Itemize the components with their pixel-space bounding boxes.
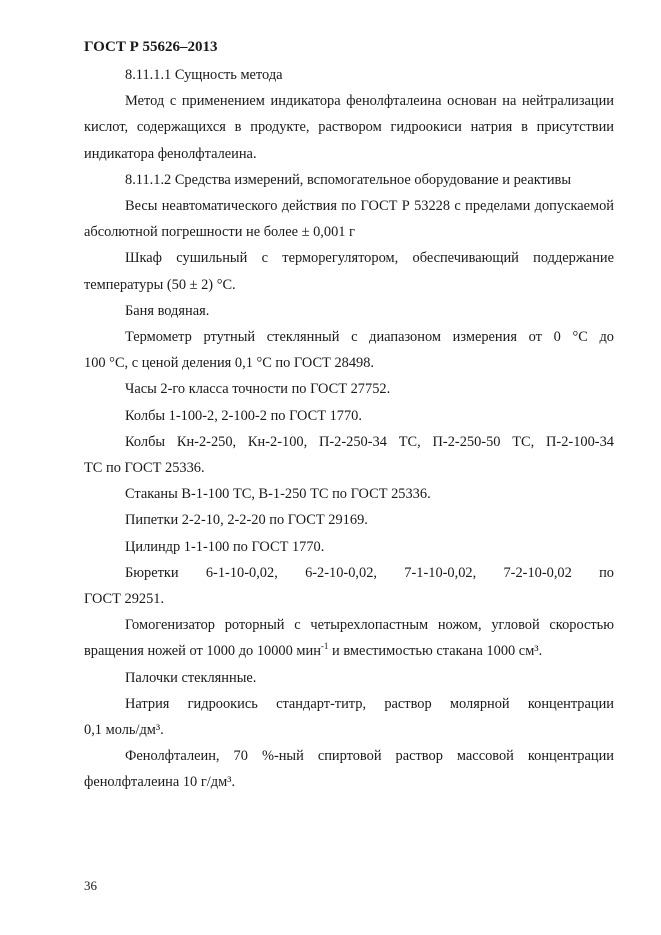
- paragraph-line: Колбы Кн-2-250, Кн-2-100, П-2-250-34 ТС, П-2-250-50 ТС, П-2-100-34: [125, 433, 614, 450]
- paragraph-beakers: Стаканы В-1-100 ТС, В-1-250 ТС по ГОСТ 25336.: [125, 486, 431, 503]
- paragraph-drying-cabinet: [84, 245, 614, 297]
- paragraph-flasks-2: [84, 429, 614, 481]
- paragraph-sodium-hydroxide: [84, 691, 614, 743]
- paragraph-line: ГОСТ 29251.: [84, 591, 165, 608]
- document-body: [84, 62, 614, 796]
- paragraph-clock: Часы 2-го класса точности по ГОСТ 27752.: [125, 381, 391, 398]
- page-number: 36: [84, 878, 97, 893]
- paragraph-line: 100 °С, с ценой деления 0,1 °С по ГОСТ 28498.: [84, 355, 375, 372]
- section-heading-essence: 8.11.1.1 Сущность метода: [125, 67, 283, 83]
- paragraph-scales: Весы неавтоматического действия по ГОСТ Р 53228 с пределами допускаемой абсолютной погрешности не более ± 0,001 г: [84, 198, 614, 241]
- paragraph-line: температуры (50 ± 2) °С.: [84, 276, 236, 293]
- paragraph-line: и вместимостью стакана 1000 см³.: [328, 643, 543, 660]
- paragraph-line: Бюретки 6-1-10-0,02, 6-2-10-0,02, 7-1-10-0,02, 7-2-10-0,02 по: [125, 564, 614, 581]
- paragraph-flasks-1: Колбы 1-100-2, 2-100-2 по ГОСТ 1770.: [125, 407, 362, 424]
- paragraph-pipettes: Пипетки 2-2-10, 2-2-20 по ГОСТ 29169.: [125, 512, 368, 529]
- paragraph-method-description: Метод с применением индикатора фенолфталеина основан на нейтрализации кислот, содержащихся в продукте, раствором гидроокиси натрия в присутствии индикатора фенолфталеина.: [84, 93, 614, 162]
- document-code-header: ГОСТ Р 55626–2013: [84, 39, 218, 55]
- paragraph-water-bath: Баня водяная.: [125, 302, 210, 319]
- paragraph-line: вращения ножей от 1000 до 10000 мин: [84, 643, 321, 660]
- paragraph-burettes: [84, 560, 614, 612]
- paragraph-homogenizer: [84, 612, 614, 664]
- paragraph-line: Натрия гидроокись стандарт-титр, раствор молярной концентрации: [125, 695, 614, 712]
- paragraph-glass-rods: Палочки стеклянные.: [125, 669, 257, 686]
- paragraph-thermometer: [84, 324, 614, 376]
- section-heading-equipment: 8.11.1.2 Средства измерений, вспомогательное оборудование и реактивы: [125, 171, 571, 188]
- paragraph-phenolphthalein: [84, 743, 614, 795]
- paragraph-line: ТС по ГОСТ 25336.: [84, 460, 205, 477]
- paragraph-line: Шкаф сушильный с терморегулятором, обеспечивающий поддержание: [125, 250, 614, 267]
- paragraph-line: Термометр ртутный стеклянный с диапазоном измерения от 0 °С до: [125, 329, 614, 346]
- superscript: -1: [320, 641, 329, 652]
- paragraph-cylinder: Цилиндр 1-1-100 по ГОСТ 1770.: [125, 538, 325, 555]
- paragraph-line: Фенолфталеин, 70 %-ный спиртовой раствор массовой концентрации: [125, 748, 614, 765]
- paragraph-line: фенолфталеина 10 г/дм³.: [84, 774, 236, 791]
- paragraph-line: 0,1 моль/дм³.: [84, 722, 164, 739]
- paragraph-line: Гомогенизатор роторный с четырехлопастным ножом, угловой скоростью: [125, 617, 614, 634]
